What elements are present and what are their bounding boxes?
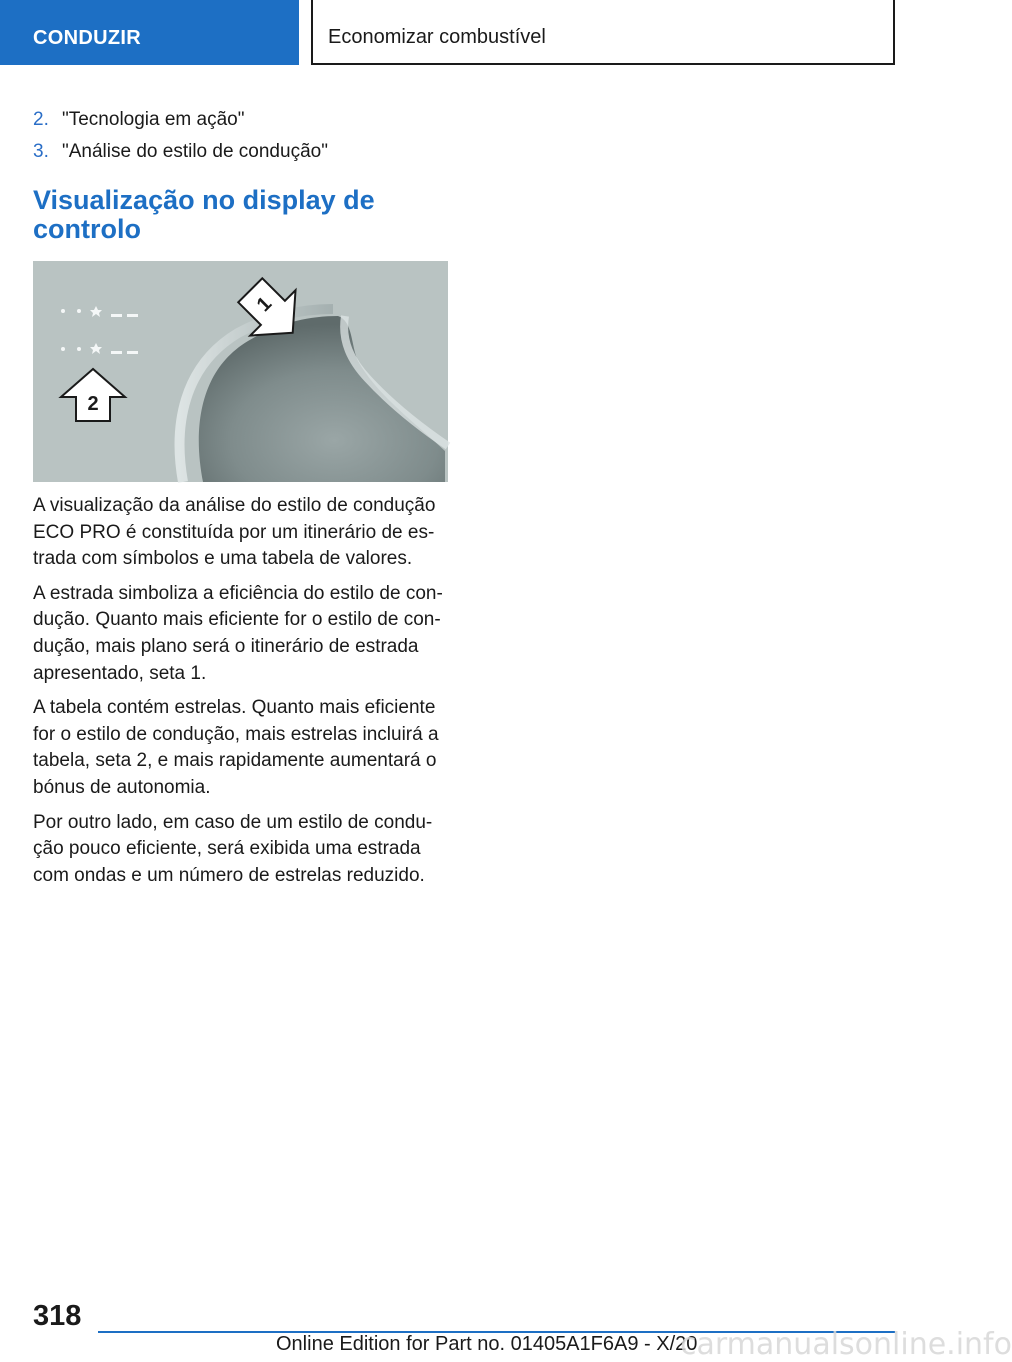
paragraph: A tabela contém estrelas. Quanto mais eficiente for o estilo de condução, mais estrelas incluirá a tabela, seta 2, e mais rapidamente aumentará o bónus de autonomia.: [33, 697, 439, 798]
numbered-list: [33, 104, 453, 168]
paragraph: Por outro lado, em caso de um estilo de condução pouco eficiente, será exibida uma estrada com ondas e um número de estrelas reduzido.: [33, 811, 433, 886]
list-number: 2.: [33, 109, 49, 130]
list-text: "Tecnologia em ação": [62, 109, 245, 130]
chapter-label: CONDUZIR: [33, 27, 141, 49]
watermark: carmanualsonline.info: [680, 1327, 1012, 1362]
paragraph: A estrada simboliza a eficiência do estilo de condução. Quanto mais eficiente for o estilo de condução, mais plano será o itinerário de estrada apresentado, seta 1.: [33, 582, 443, 684]
list-text: "Análise do estilo de condução": [62, 141, 328, 162]
edition-text: Online Edition for Part no. 01405A1F6A9 - X/20: [276, 1333, 698, 1355]
section-title: Visualização no display de controlo: [33, 185, 375, 244]
body-text: [33, 493, 448, 897]
list-item: [33, 136, 453, 168]
page-number: 318: [33, 1300, 82, 1332]
arrow-1-label: 1: [252, 292, 277, 317]
eco-pro-display-figure: [33, 261, 448, 482]
display-illustration: [33, 261, 448, 482]
list-number: 3.: [33, 141, 49, 162]
list-item: [33, 104, 453, 136]
topic-label: Economizar combustível: [328, 26, 546, 48]
arrow-2-label: 2: [87, 393, 99, 415]
paragraph: A visualização da análise do estilo de condução ECO PRO é constituída por um itinerário de estrada com símbolos e uma tabela de valores.: [33, 495, 436, 570]
topic-header: [311, 0, 895, 65]
chapter-tab: [0, 0, 299, 65]
